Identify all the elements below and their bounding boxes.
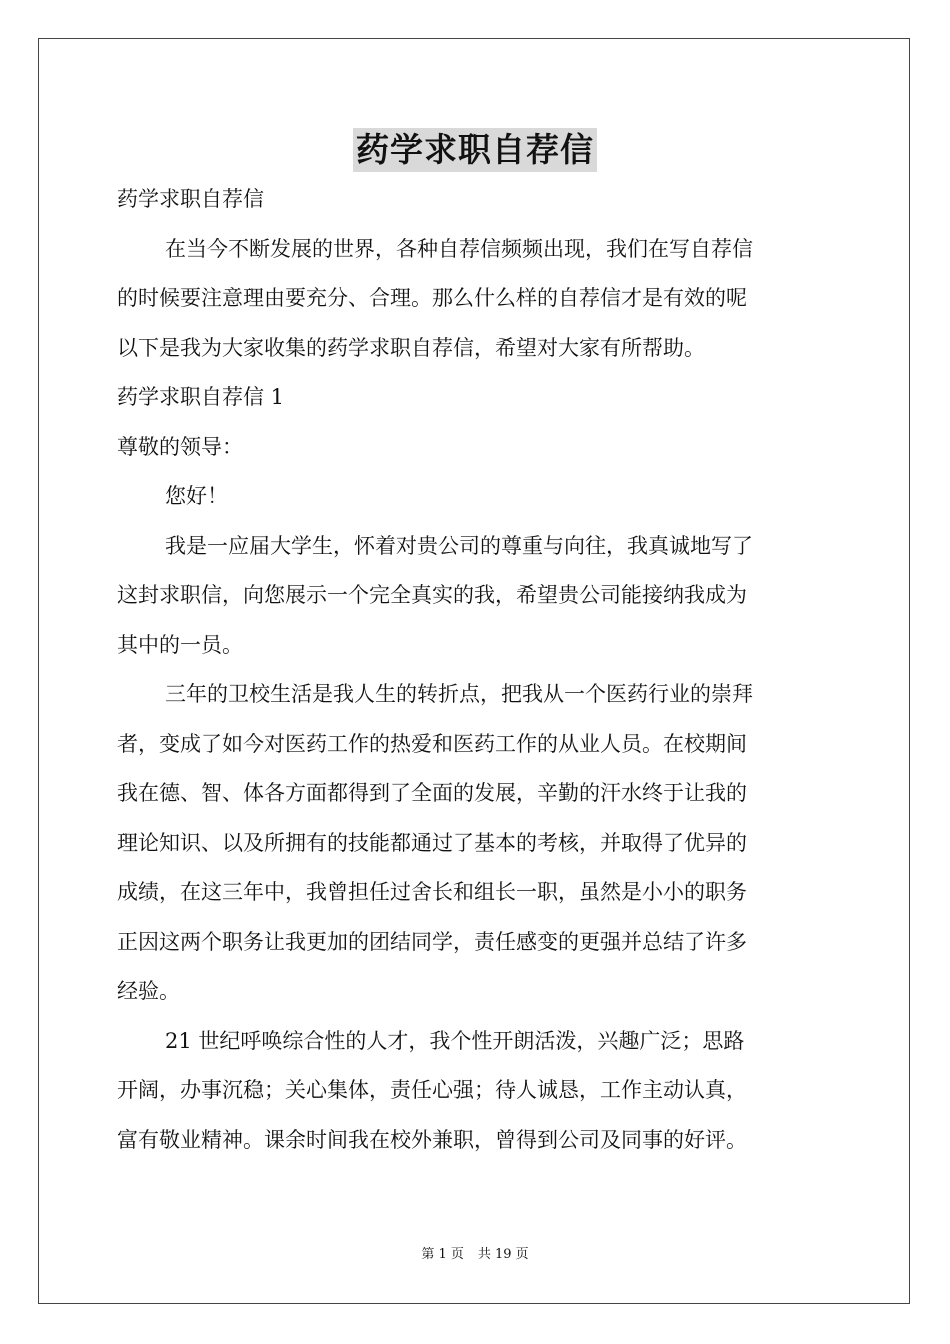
text-line: 经验。 bbox=[117, 979, 180, 1003]
document-title: 药学求职自荐信 bbox=[353, 128, 597, 172]
text-line: 我是一应届大学生，怀着对贵公司的尊重与向往，我真诚地写了 bbox=[165, 533, 753, 558]
text-line: 其中的一员。 bbox=[117, 632, 243, 657]
section-heading: 药学求职自荐信 1 bbox=[117, 385, 285, 409]
text-line: 开阔，办事沉稳；关心集体，责任心强；待人诚恳，工作主动认真， bbox=[117, 1078, 747, 1102]
text-line: 药学求职自荐信 bbox=[117, 187, 264, 211]
text-line: 21 世纪呼唤综合性的人才，我个性开朗活泼，兴趣广泛；思路 bbox=[165, 1028, 745, 1053]
page-total: 共 19 页 bbox=[477, 1247, 529, 1262]
text-line: 在当今不断发展的世界，各种自荐信频频出现，我们在写自荐信 bbox=[165, 236, 753, 261]
greeting: 您好！ bbox=[165, 484, 228, 508]
document-body bbox=[117, 175, 833, 1165]
text-line: 这封求职信，向您展示一个完全真实的我，希望贵公司能接纳我成为 bbox=[117, 583, 747, 607]
text-line: 者，变成了如今对医药工作的热爱和医药工作的从业人员。在校期间 bbox=[117, 731, 747, 756]
title-area bbox=[0, 128, 950, 172]
text-line: 的时候要注意理由要充分、合理。那么什么样的自荐信才是有效的呢 bbox=[117, 286, 747, 310]
salutation: 尊敬的领导： bbox=[117, 434, 243, 459]
text-line: 成绩，在这三年中，我曾担任过舍长和组长一职，虽然是小小的职务 bbox=[117, 880, 747, 904]
page-footer bbox=[0, 1246, 950, 1264]
text-line: 正因这两个职务让我更加的团结同学，责任感变的更强并总结了许多 bbox=[117, 929, 747, 954]
text-line: 我在德、智、体各方面都得到了全面的发展，辛勤的汗水终于让我的 bbox=[117, 781, 747, 805]
text-line: 三年的卫校生活是我人生的转折点，把我从一个医药行业的崇拜 bbox=[165, 682, 753, 706]
text-line: 理论知识、以及所拥有的技能都通过了基本的考核，并取得了优异的 bbox=[117, 830, 747, 855]
text-line: 以下是我为大家收集的药学求职自荐信，希望对大家有所帮助。 bbox=[117, 335, 705, 360]
page-number: 第 1 页 bbox=[421, 1247, 464, 1262]
text-line: 富有敬业精神。课余时间我在校外兼职，曾得到公司及同事的好评。 bbox=[117, 1127, 747, 1152]
